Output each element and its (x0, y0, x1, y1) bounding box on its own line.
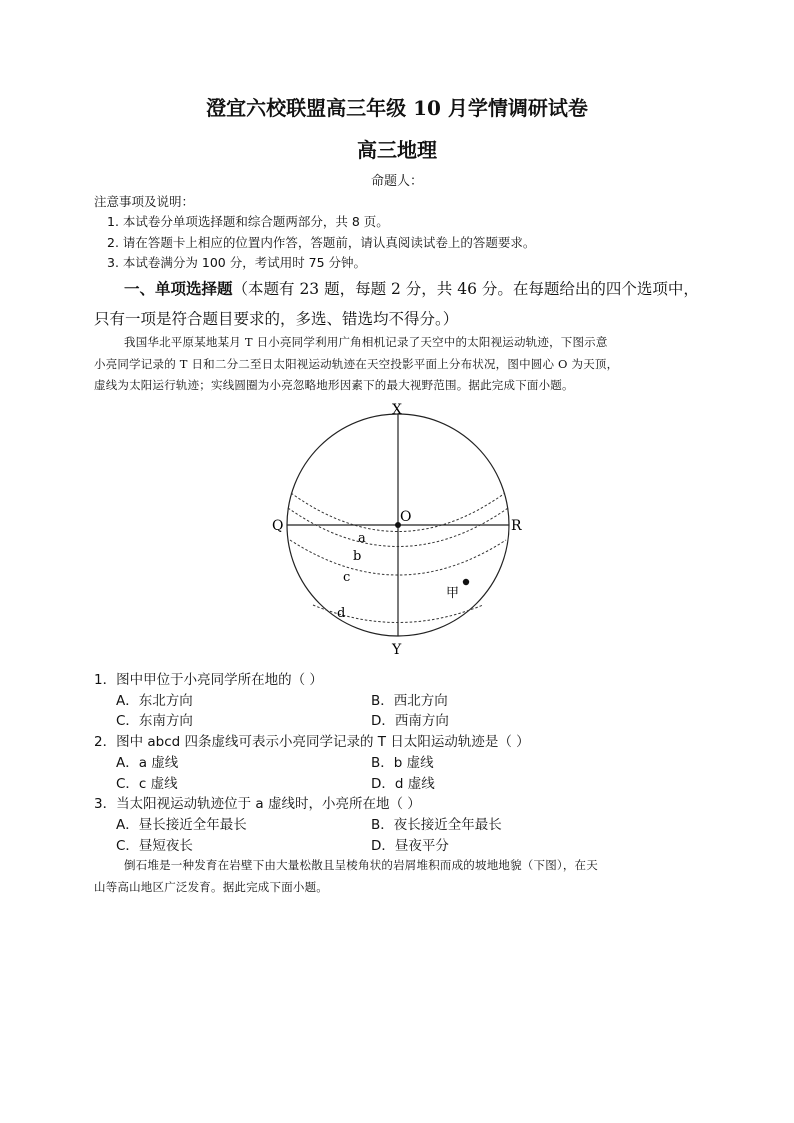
label-r: R (511, 518, 522, 534)
option-c[interactable]: C．c 虚线 (116, 776, 178, 792)
section-desc: （本题有 23 题，每题 2 分，共 46 分。在每题给出的四个选项中， (232, 280, 699, 298)
option-b[interactable]: B．西北方向 (371, 693, 448, 709)
point-jia (463, 579, 469, 585)
question-stem: 1．图中甲位于小亮同学所在地的（ ） (94, 672, 323, 688)
option-b[interactable]: B．b 虚线 (371, 755, 434, 771)
option-b[interactable]: B．夜长接近全年最长 (371, 817, 502, 833)
subject-title: 高三地理 (357, 138, 437, 162)
option-a[interactable]: A．东北方向 (116, 693, 193, 709)
passage-line: 倒石堆是一种发育在岩壁下由大量松散且呈棱角状的岩屑堆积而成的坡地地貌（下图），在天 (124, 858, 598, 872)
passage-line: 虚线为太阳运行轨迹；实线圆圈为小亮忽略地形因素下的最大视野范围。据此完成下面小题。 (94, 378, 574, 392)
exam-title: 澄宜六校联盟高三年级 10 月学情调研试卷 (206, 96, 588, 120)
option-a[interactable]: A．昼长接近全年最长 (116, 817, 247, 833)
label-q: Q (272, 518, 284, 534)
section-name: 一、单项选择题 (124, 280, 233, 298)
label-b: b (353, 549, 362, 564)
label-jia: 甲 (446, 586, 460, 601)
passage-line: 山等高山地区广泛发育。据此完成下面小题。 (94, 880, 328, 894)
option-c[interactable]: C．昼短夜长 (116, 838, 193, 854)
option-c[interactable]: C．东南方向 (116, 713, 193, 729)
note-item: 2. 请在答题卡上相应的位置内作答，答题前，请认真阅读试卷上的答题要求。 (107, 235, 536, 250)
option-d[interactable]: D．西南方向 (371, 713, 449, 729)
label-x: X (392, 402, 402, 418)
question-stem: 3．当太阳视运动轨迹位于 a 虚线时，小亮所在地（ ） (94, 796, 421, 812)
label-o: O (400, 509, 412, 525)
option-a[interactable]: A．a 虚线 (116, 755, 179, 771)
label-a: a (358, 531, 366, 546)
section-heading (124, 277, 699, 299)
passage-line: 小亮同学记录的 T 日和二分二至日太阳视运动轨迹在天空投影平面上分布状况，图中圆心 O 为天顶， (94, 357, 619, 371)
notes-heading: 注意事项及说明： (94, 194, 195, 209)
option-d[interactable]: D．昼夜平分 (371, 838, 449, 854)
label-y: Y (392, 642, 402, 658)
sun-path-diagram (260, 398, 540, 660)
question-stem: 2．图中 abcd 四条虚线可表示小亮同学记录的 T 日太阳运动轨迹是（ ） (94, 734, 530, 750)
label-d: d (337, 606, 346, 621)
option-d[interactable]: D．d 虚线 (371, 776, 435, 792)
section-desc-cont: 只有一项是符合题目要求的，多选、错选均不得分。） (94, 310, 459, 328)
note-item: 1. 本试卷分单项选择题和综合题两部分，共 8 页。 (107, 214, 389, 229)
label-c: c (343, 570, 351, 585)
passage-line: 我国华北平原某地某月 T 日小亮同学利用广角相机记录了天空中的太阳视运动轨迹，下图示意 (124, 335, 608, 349)
author-label: 命题人： (370, 174, 423, 189)
note-item: 3. 本试卷满分为 100 分，考试用时 75 分钟。 (107, 255, 367, 270)
